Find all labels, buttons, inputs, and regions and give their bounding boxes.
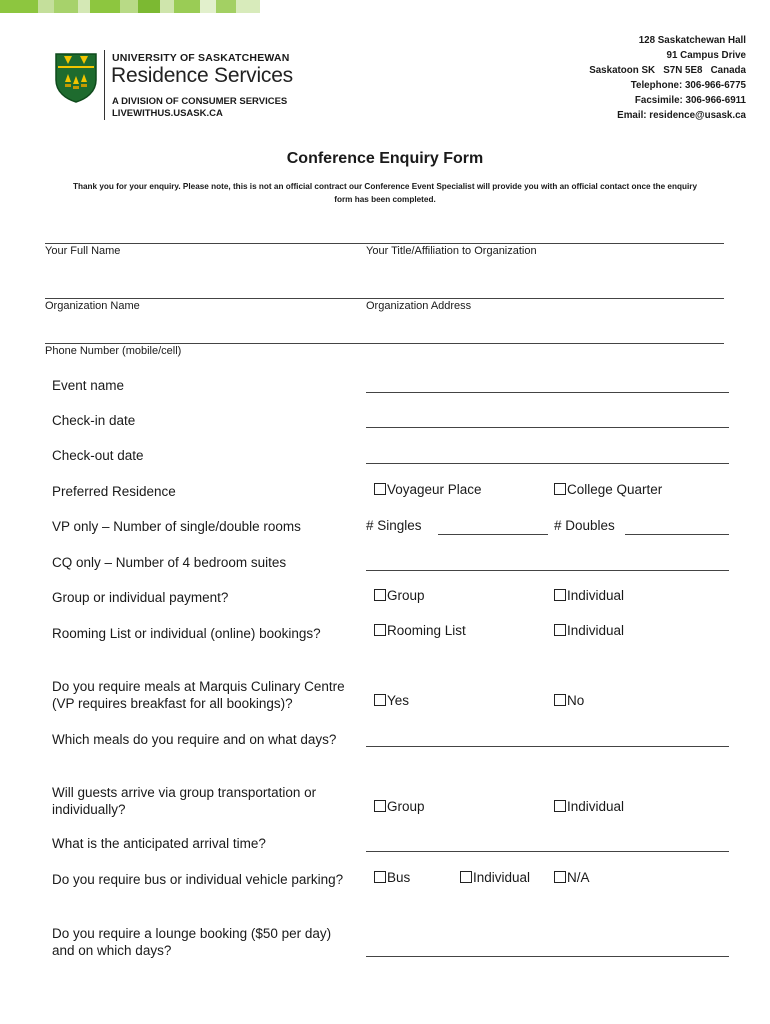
checkbox-icon <box>554 871 566 883</box>
option-label: Yes <box>387 693 410 708</box>
header-color-strip <box>0 0 260 13</box>
checkbox-icon <box>374 624 386 636</box>
strip-segment <box>216 0 236 13</box>
organization-field[interactable] <box>45 298 724 299</box>
option-label: Voyageur Place <box>387 482 482 497</box>
payment-group-checkbox[interactable] <box>374 588 425 603</box>
college-quarter-checkbox[interactable] <box>554 482 662 497</box>
strip-segment <box>90 0 120 13</box>
option-label: Individual <box>567 623 625 638</box>
form-note-line: form has been completed. <box>334 195 436 204</box>
telephone-line: Telephone: 306-966-6775 <box>630 80 746 91</box>
full-name-field[interactable] <box>45 243 724 244</box>
strip-segment <box>54 0 78 13</box>
checkout-label: Check-out date <box>52 448 144 463</box>
meals-yes-checkbox[interactable] <box>374 693 409 708</box>
checkbox-icon <box>554 624 566 636</box>
checkbox-icon <box>374 871 386 883</box>
rooming-individual-checkbox[interactable] <box>554 623 624 638</box>
address-line: 91 Campus Drive <box>666 50 746 61</box>
checkbox-icon <box>554 694 566 706</box>
option-label: Bus <box>387 870 411 885</box>
voyageur-place-checkbox[interactable] <box>374 482 482 497</box>
email-line[interactable]: Email: residence@usask.ca <box>617 110 746 121</box>
checkbox-icon <box>374 483 386 495</box>
form-note-line: Thank you for your enquiry. Please note, this is not an official contract our Conference Event Specialist will provide you with an official contact once the enquiry <box>72 182 698 191</box>
option-label: No <box>567 693 585 708</box>
doubles-label: # Doubles <box>554 518 615 533</box>
meals-label-line: Do you require meals at Marquis Culinary Centre <box>52 679 345 694</box>
payment-label: Group or individual payment? <box>52 590 229 605</box>
rooming-list-checkbox[interactable] <box>374 623 466 638</box>
transport-label <box>52 784 316 818</box>
meals-no-checkbox[interactable] <box>554 693 584 708</box>
strip-segment <box>0 0 38 13</box>
strip-segment <box>160 0 174 13</box>
strip-segment <box>138 0 160 13</box>
organization-address-label: Organization Address <box>366 300 472 312</box>
university-crest-icon <box>54 52 98 104</box>
meals-label-line: (VP requires breakfast for all bookings)? <box>52 696 293 711</box>
option-label: N/A <box>567 870 590 885</box>
website-link[interactable]: LIVEWITHUS.USASK.CA <box>112 108 223 119</box>
phone-field[interactable] <box>45 343 724 344</box>
option-label: Rooming List <box>387 623 466 638</box>
phone-label: Phone Number (mobile/cell) <box>45 345 182 357</box>
transport-label-line: Will guests arrive via group transportation or <box>52 785 317 800</box>
transport-individual-checkbox[interactable] <box>554 799 624 814</box>
strip-segment <box>174 0 200 13</box>
checkin-label: Check-in date <box>52 413 136 428</box>
event-name-input[interactable] <box>366 392 729 393</box>
rooming-label: Rooming List or individual (online) bookings? <box>52 626 321 641</box>
singles-input[interactable] <box>438 534 548 535</box>
option-label: Group <box>387 799 425 814</box>
checkin-input[interactable] <box>366 427 729 428</box>
lounge-label <box>52 925 331 959</box>
cq-suites-label: CQ only – Number of 4 bedroom suites <box>52 555 287 570</box>
meals-label <box>52 678 345 712</box>
transport-group-checkbox[interactable] <box>374 799 425 814</box>
arrival-time-label: What is the anticipated arrival time? <box>52 836 266 851</box>
strip-segment <box>236 0 260 13</box>
parking-bus-checkbox[interactable] <box>374 870 410 885</box>
university-name: UNIVERSITY OF SASKATCHEWAN <box>112 52 290 64</box>
arrival-time-input[interactable] <box>366 851 729 852</box>
address-line: Saskatoon SK S7N 5E8 Canada <box>589 65 746 76</box>
checkbox-icon <box>374 800 386 812</box>
option-label: Group <box>387 588 425 603</box>
payment-individual-checkbox[interactable] <box>554 588 624 603</box>
checkbox-icon <box>554 589 566 601</box>
checkout-input[interactable] <box>366 463 729 464</box>
which-meals-label: Which meals do you require and on what days? <box>52 732 337 747</box>
parking-label: Do you require bus or individual vehicle parking? <box>52 872 344 887</box>
checkbox-icon <box>374 589 386 601</box>
cq-suites-input[interactable] <box>366 570 729 571</box>
parking-individual-checkbox[interactable] <box>460 870 530 885</box>
which-meals-input[interactable] <box>366 746 729 747</box>
event-name-label: Event name <box>52 378 125 393</box>
option-label: Individual <box>567 588 625 603</box>
title-affiliation-label: Your Title/Affiliation to Organization <box>366 245 537 257</box>
organization-name-label: Organization Name <box>45 300 140 312</box>
strip-segment <box>78 0 90 13</box>
residence-label: Preferred Residence <box>52 484 176 499</box>
full-name-label: Your Full Name <box>45 245 121 257</box>
lounge-input[interactable] <box>366 956 729 957</box>
logo-divider <box>104 50 105 120</box>
address-line: 128 Saskatchewan Hall <box>638 35 746 46</box>
checkbox-icon <box>460 871 472 883</box>
form-title: Conference Enquiry Form <box>286 150 484 167</box>
transport-label-line: individually? <box>52 802 126 817</box>
department-name: Residence Services <box>111 64 293 87</box>
option-label: Individual <box>473 870 531 885</box>
vp-rooms-label: VP only – Number of single/double rooms <box>52 519 301 534</box>
lounge-label-line: Do you require a lounge booking ($50 per day) <box>52 926 332 941</box>
checkbox-icon <box>554 483 566 495</box>
checkbox-icon <box>554 800 566 812</box>
division-name: A DIVISION OF CONSUMER SERVICES <box>112 96 288 107</box>
strip-segment <box>120 0 138 13</box>
facsimile-line: Facsimile: 306-966-6911 <box>634 95 746 106</box>
address-block <box>589 33 746 123</box>
parking-na-checkbox[interactable] <box>554 870 590 885</box>
singles-label: # Singles <box>366 518 422 533</box>
form-note <box>40 180 730 206</box>
doubles-input[interactable] <box>625 534 729 535</box>
strip-segment <box>38 0 54 13</box>
option-label: College Quarter <box>567 482 663 497</box>
lounge-label-line: and on which days? <box>52 943 172 958</box>
checkbox-icon <box>374 694 386 706</box>
strip-segment <box>200 0 216 13</box>
option-label: Individual <box>567 799 625 814</box>
